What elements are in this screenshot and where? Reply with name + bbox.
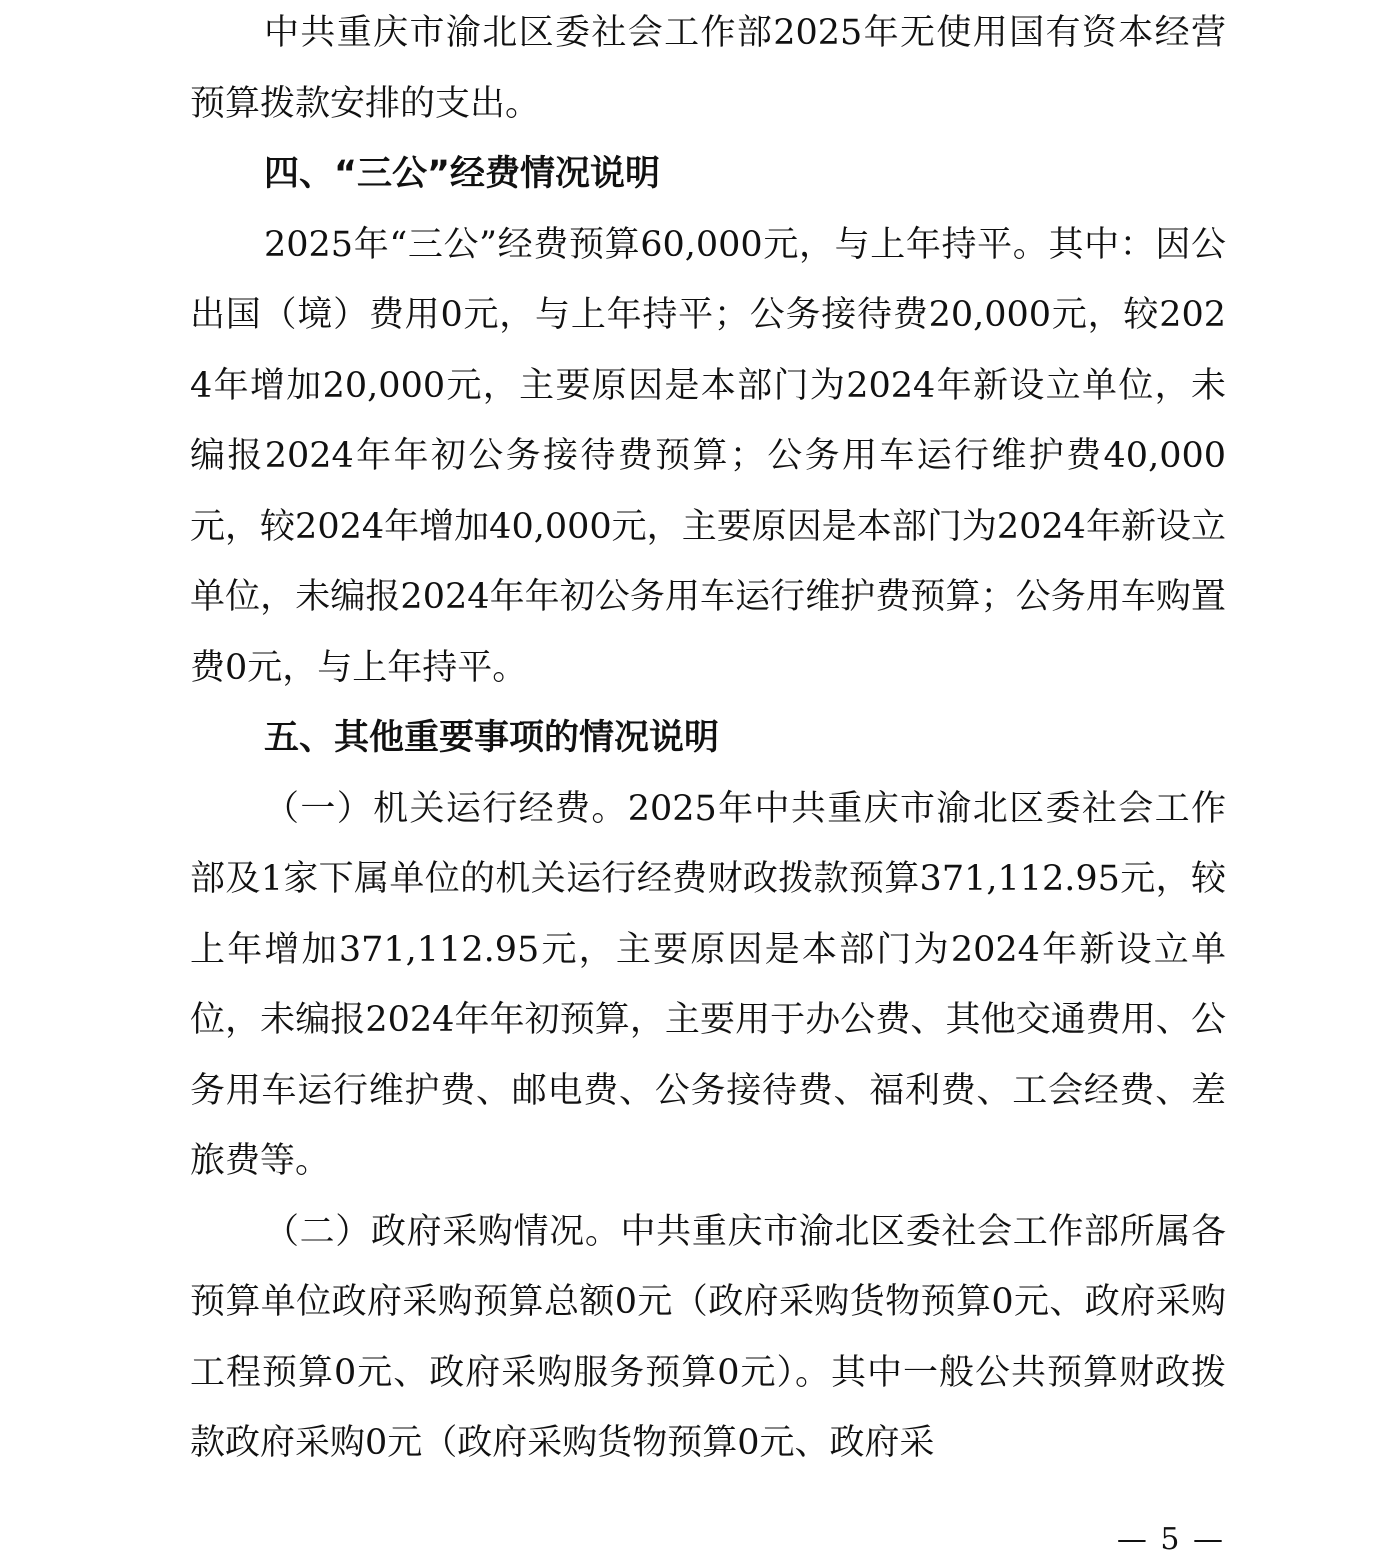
paragraph-three-public-expenses-detail: 2025年“三公”经费预算60,000元，与上年持平。其中：因公出国（境）费用0元，与上年持平；公务接待费20,000元，较2024年增加20,000元，主要原因是本部门为2024年新设立单位，未编报2024年年初公务接待费预算；公务用车运行维护费40,000元，较2024年增加40,000元，主要原因是本部门为2024年新设立单位，未编报2024年年初公务用车运行维护费预算；公务用车购置费0元，与上年持平。 [190, 224, 1226, 688]
paragraph-agency-operating-expenses: （一）机关运行经费。2025年中共重庆市渝北区委社会工作部及1家下属单位的机关运行经费财政拨款预算371,112.95元，较上年增加371,112.95元，主要原因是本部门为2024年新设立单位，未编报2024年年初预算，主要用于办公费、其他交通费用、公务用车运行维护费、邮电费、公务接待费、福利费、工会经费、差旅费等。 [190, 788, 1226, 1181]
document-body [190, 0, 1226, 1479]
heading-other-important-matters: 五、其他重要事项的情况说明 [264, 718, 720, 758]
paragraph-government-procurement: （二）政府采购情况。中共重庆市渝北区委社会工作部所属各预算单位政府采购预算总额0元（政府采购货物预算0元、政府采购工程预算0元、政府采购服务预算0元）。其中一般公共预算财政拨款政府采购0元（政府采购货物预算0元、政府采 [190, 1211, 1226, 1463]
page-number: — 5 — [1116, 1522, 1225, 1557]
paragraph-state-capital-expenditure: 中共重庆市渝北区委社会工作部2025年无使用国有资本经营预算拨款安排的支出。 [190, 13, 1226, 124]
heading-three-public-expenses: 四、“三公”经费情况说明 [264, 154, 661, 194]
